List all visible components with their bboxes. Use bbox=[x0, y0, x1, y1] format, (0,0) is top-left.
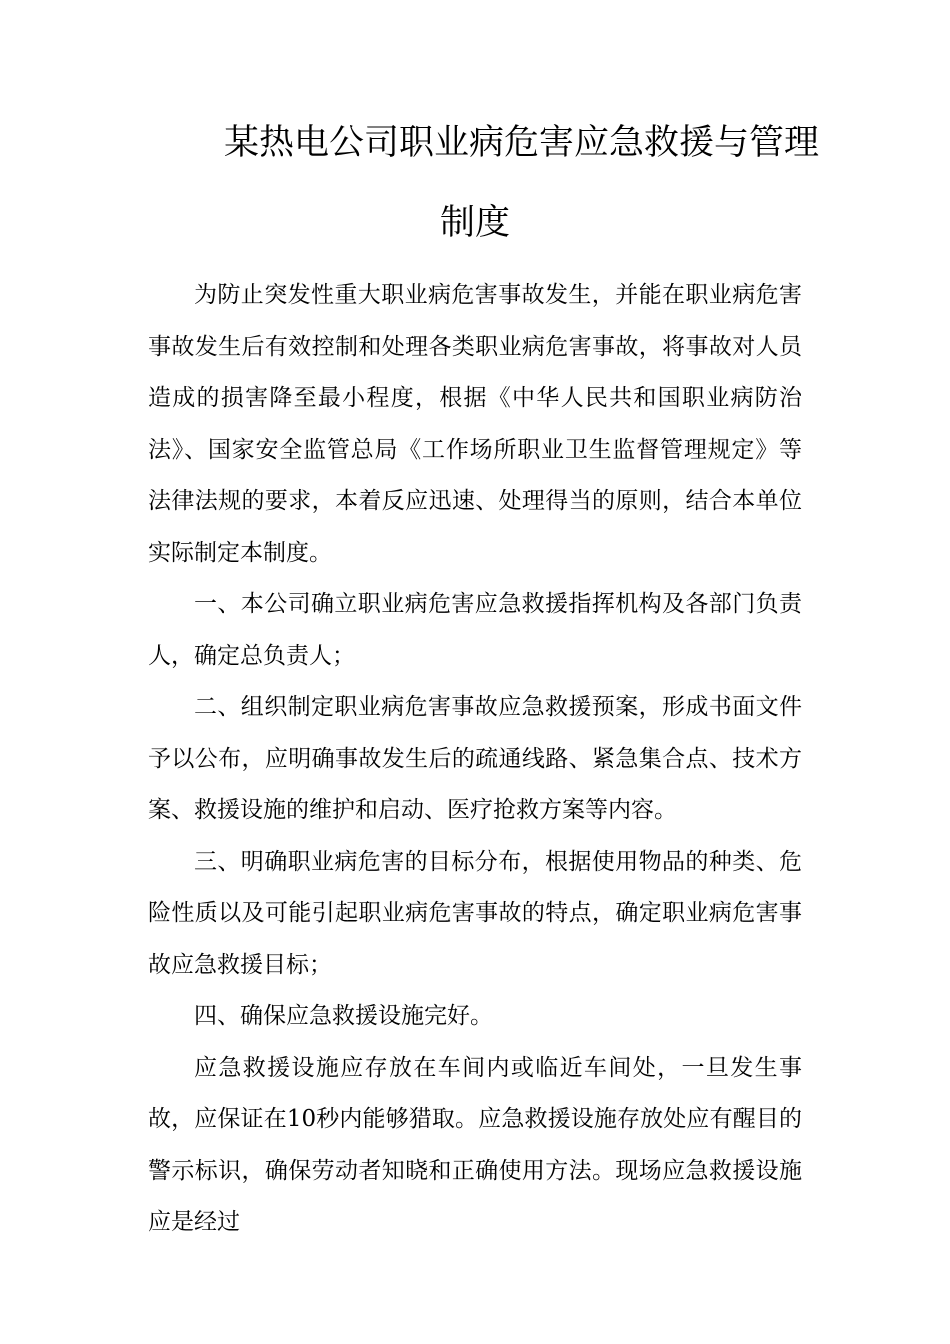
paragraph-item-1: 一、本公司确立职业病危害应急救援指挥机构及各部门负责人，确定总负责人； bbox=[148, 591, 802, 669]
document-title-line-1: 某热电公司职业病危害应急救援与管理 bbox=[224, 123, 820, 163]
paragraph-item-3: 三、明确职业病危害的目标分布，根据使用物品的种类、危险性质以及可能引起职业病危害事故的特点，确定职业病危害事故应急救援目标； bbox=[148, 848, 802, 978]
paragraph-item-2: 二、组织制定职业病危害事故应急救援预案，形成书面文件予以公布，应明确事故发生后的疏通线路、紧急集合点、技术方案、救援设施的维护和启动、医疗抢救方案等内容。 bbox=[148, 694, 802, 823]
paragraph-item-4: 四、确保应急救援设施完好。 bbox=[194, 1003, 493, 1029]
document-body bbox=[148, 270, 802, 1249]
document-title-line-2: 制度 bbox=[439, 203, 510, 243]
paragraph-item-4-detail: 应急救援设施应存放在车间内或临近车间处，一旦发生事故，应保证在10秒内能够猎取。应急救援设施存放处应有醒目的警示标识，确保劳动者知晓和正确使用方法。现场应急救援设施应是经过 bbox=[148, 1054, 802, 1235]
paragraph-intro: 为防止突发性重大职业病危害事故发生，并能在职业病危害事故发生后有效控制和处理各类职业病危害事故，将事故对人员造成的损害降至最小程度，根据《中华人民共和国职业病防治法》、国家安全监管总局《工作场所职业卫生监督管理规定》等法律法规的要求，本着反应迅速、处理得当的原则，结合本单位实际制定本制度。 bbox=[148, 282, 802, 566]
